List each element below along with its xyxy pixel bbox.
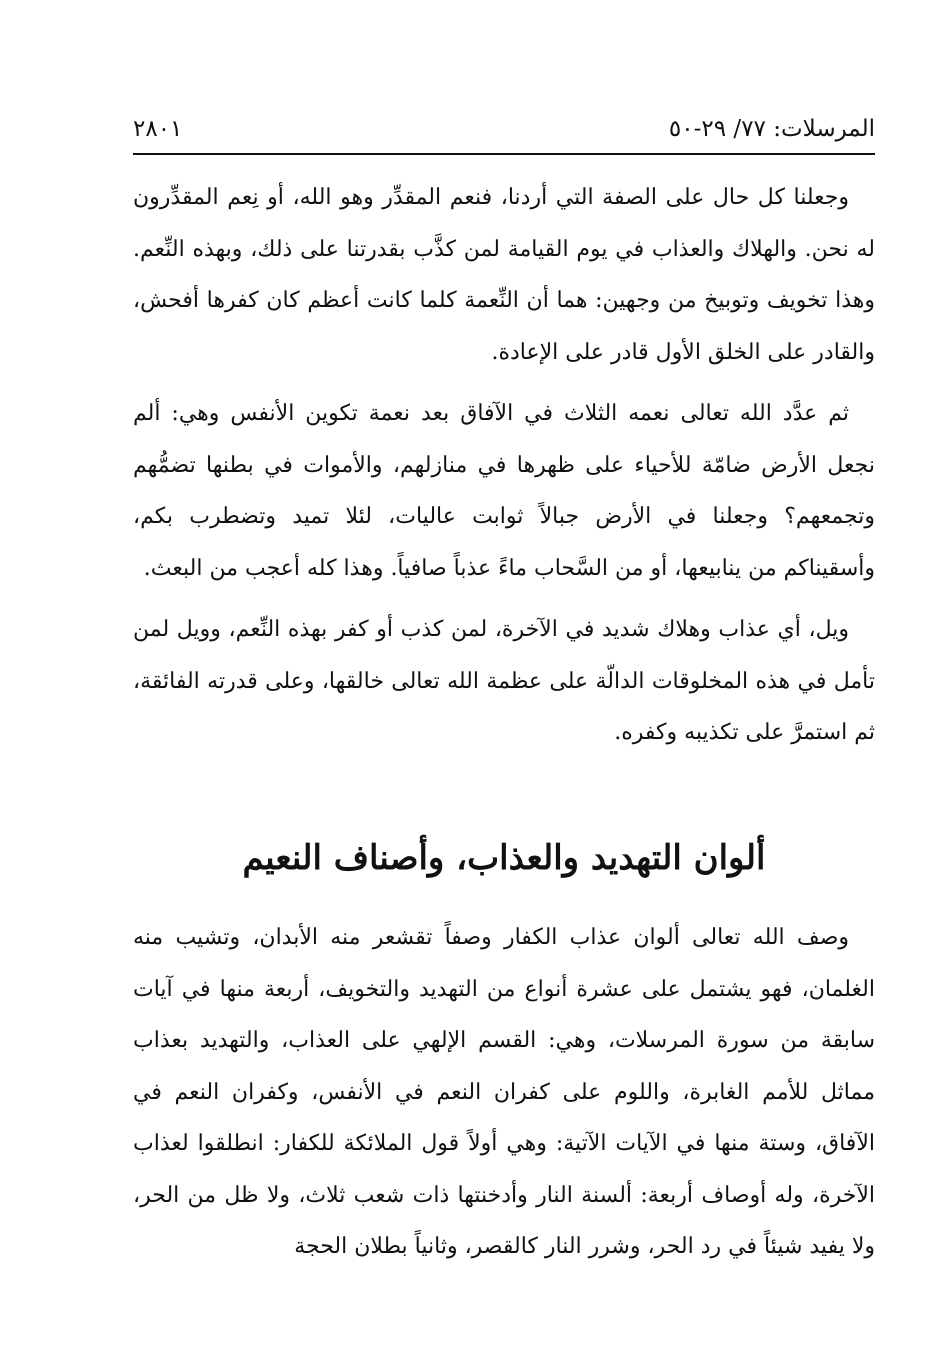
page-number: ٢٨٠١ — [133, 116, 183, 142]
header-divider — [133, 153, 875, 155]
surah-reference: المرسلات: ٧٧/ ٢٩-٥٠ — [668, 116, 875, 142]
section-paragraph-1: وصف الله تعالى ألوان عذاب الكفار وصفاً تقشعر منه الأبدان، وتشيب منه الغلمان، فهو يشتمل على عشرة أنواع من التهديد والتخويف، أربعة منها في آيات سابقة من سورة المرسلات، وهي: القسم الإلهي على العذاب، والتهديد بعذاب مماثل للأمم الغابرة، واللوم على كفران النعم في الأنفس، وكفران النعم في الآفاق، وستة منها في الآيات الآتية: وهي أولاً قول الملائكة للكفار: انطلقوا لعذاب الآخرة، وله أوصاف أربعة: ألسنة النار وأدخنتها ذات شعب ثلاث، ولا ظل من الحر، ولا يفيد شيئاً في رد الحر، وشرر النار كالقصر، وثانياً بطلان الحجة — [133, 925, 875, 1259]
section-heading: ألوان التهديد والعذاب، وأصناف النعيم — [242, 838, 766, 878]
main-text — [133, 172, 875, 769]
page-header — [133, 110, 875, 152]
paragraph-1: وجعلنا كل حال على الصفة التي أردنا، فنعم المقدِّر وهو الله، أو نِعم المقدِّرون له نحن. والهلاك والعذاب في يوم القيامة لمن كذَّب بقدرتنا على ذلك، وبهذه النِّعم. وهذا تخويف وتوبيخ من وجهين: هما أن النِّعمة كلما كانت أعظم كان كفرها أفحش، والقادر على الخلق الأول قادر على الإعادة. — [133, 185, 875, 365]
paragraph-2: ثم عدَّد الله تعالى نعمه الثلاث في الآفاق بعد نعمة تكوين الأنفس وهي: ألم نجعل الأرض ضامّة للأحياء على ظهرها في منازلهم، والأموات في بطنها تضمُّهم وتجمعهم؟ وجعلنا في الأرض جبالاً ثوابت عاليات، لئلا تميد وتضطرب بكم، وأسقيناكم من ينابيعها، أو من السَّحاب ماءً عذباً صافياً. وهذا كله أعجب من البعث. — [133, 401, 875, 581]
paragraph-3: ويل، أي عذاب وهلاك شديد في الآخرة، لمن كذب أو كفر بهذه النِّعم، وويل لمن تأمل في هذه المخلوقات الدالّة على عظمة الله تعالى خالقها، وعلى قدرته الفائقة، ثم استمرَّ على تكذيبه وكفره. — [133, 617, 875, 745]
section-text — [133, 912, 875, 1283]
